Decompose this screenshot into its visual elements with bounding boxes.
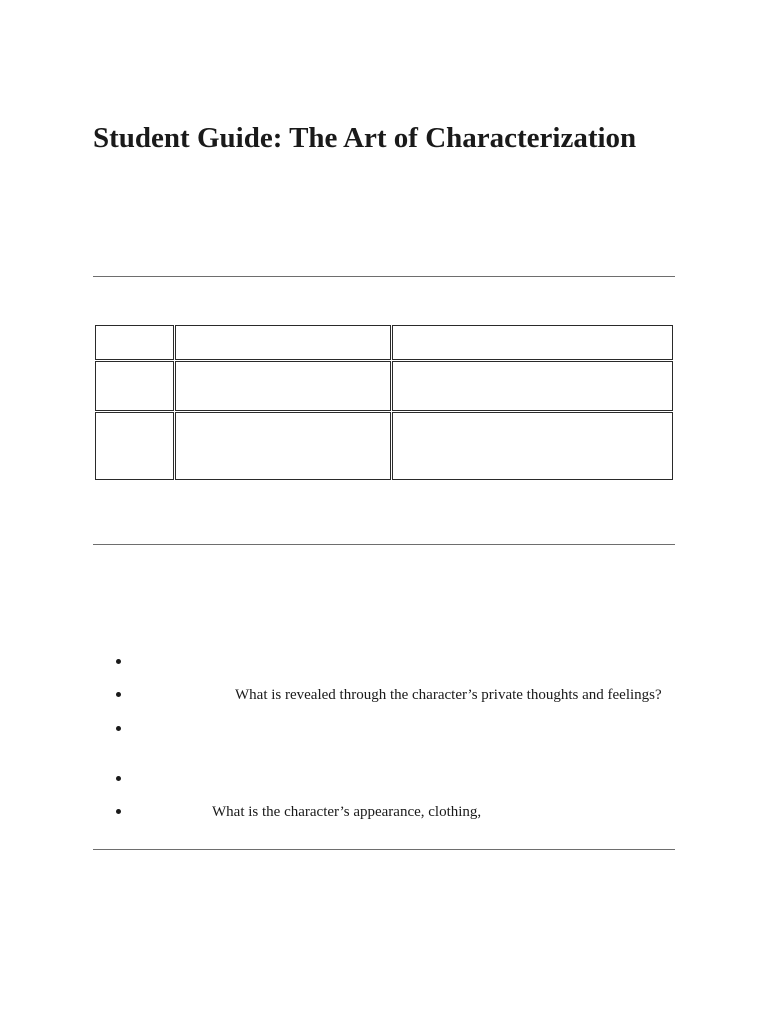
list-item — [0, 802, 700, 822]
bullet-icon — [116, 726, 121, 731]
table-cell — [175, 325, 391, 360]
table-cell — [175, 412, 391, 480]
list-item — [0, 685, 700, 705]
bullet-icon — [116, 692, 121, 697]
list-item — [0, 719, 700, 739]
bullet-icon — [116, 776, 121, 781]
horizontal-divider — [93, 849, 675, 850]
page-title: Student Guide: The Art of Characterization — [93, 122, 637, 154]
horizontal-divider — [93, 276, 675, 277]
bullet-icon — [116, 809, 121, 814]
list-item — [0, 769, 700, 789]
horizontal-divider — [93, 544, 675, 545]
table-cell — [175, 361, 391, 411]
table-cell — [95, 361, 174, 411]
table-cell — [95, 325, 174, 360]
list-item-text: What is revealed through the character’s private thoughts and feelings? — [235, 687, 662, 703]
table-cell — [392, 361, 673, 411]
table-cell — [392, 412, 673, 480]
table-cell — [392, 325, 673, 360]
table-cell — [95, 412, 174, 480]
list-item-text: What is the character’s appearance, clothing, — [212, 804, 482, 820]
list-item — [0, 652, 700, 672]
bullet-icon — [116, 659, 121, 664]
